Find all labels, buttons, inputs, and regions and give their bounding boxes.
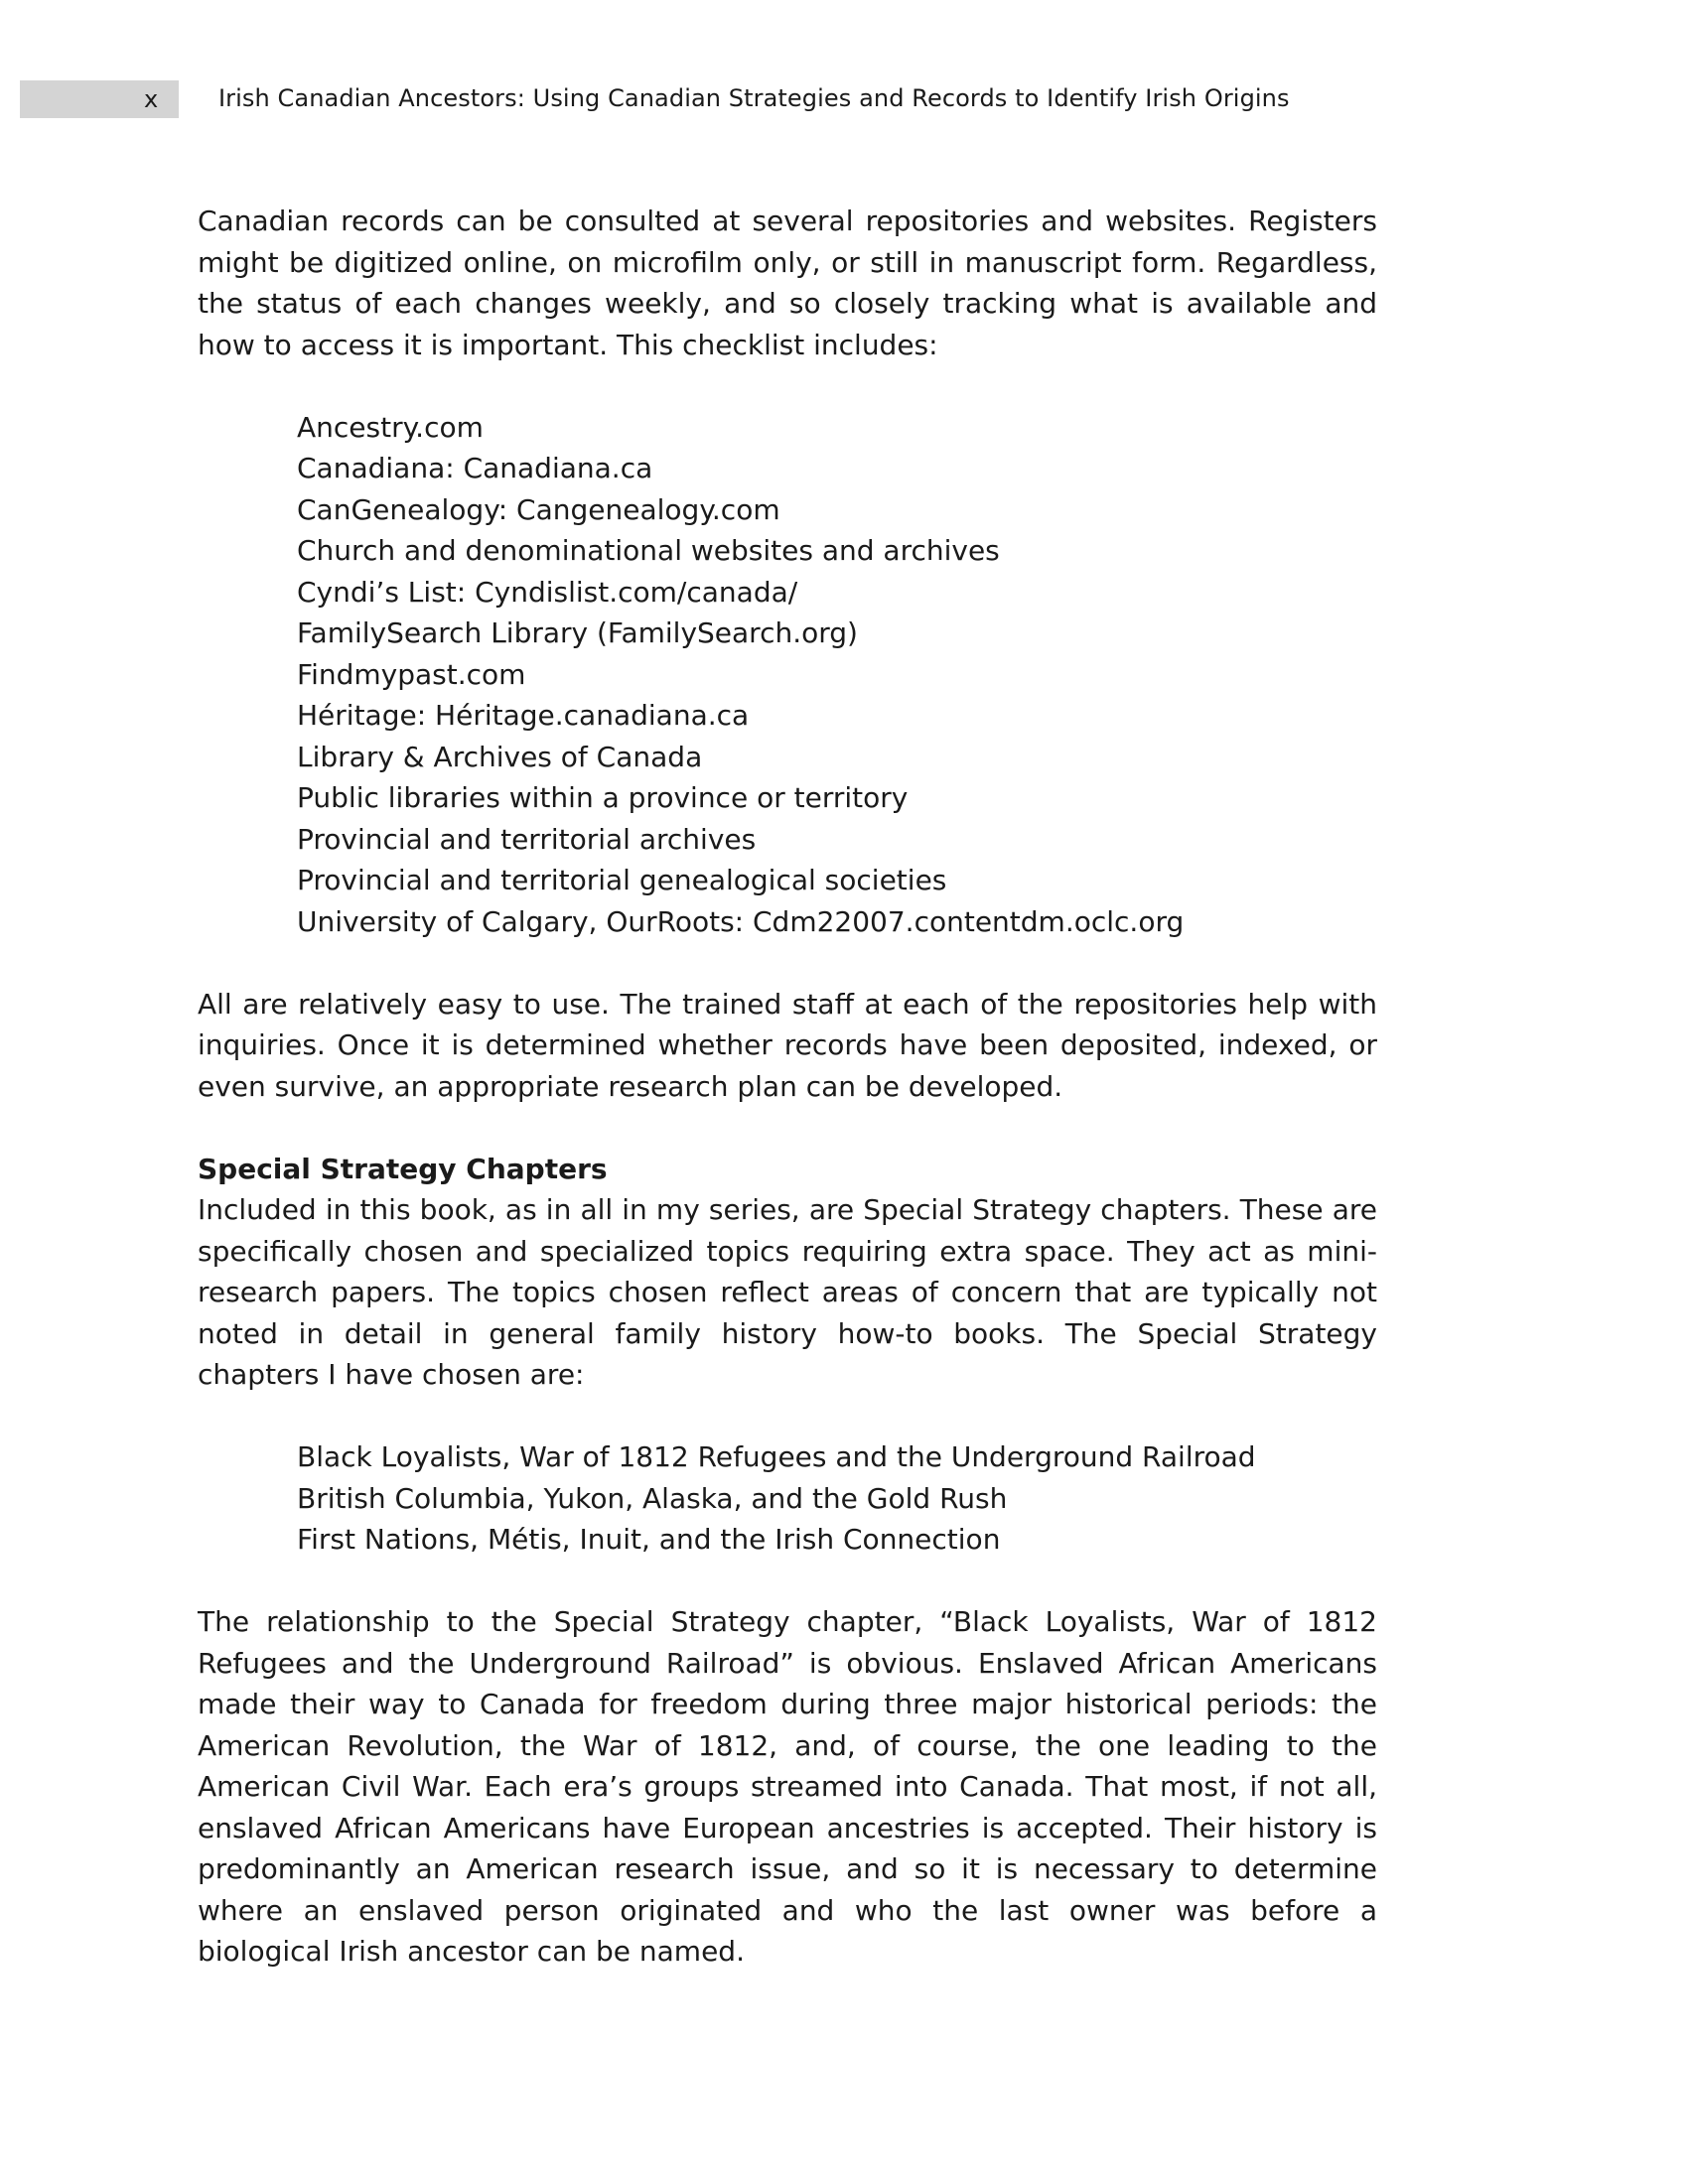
resource-item: CanGenealogy: Cangenealogy.com [297, 492, 780, 526]
chapter-item: Black Loyalists, War of 1812 Refugees and the Underground Railroad [297, 1440, 1256, 1473]
page-number: x [144, 85, 159, 113]
chapter-list [198, 1436, 1377, 1561]
chapter-item: First Nations, Métis, Inuit, and the Irish Connection [297, 1523, 1001, 1556]
resource-item: FamilySearch Library (FamilySearch.org) [297, 616, 858, 649]
spacer [198, 1107, 1377, 1149]
resource-checklist [198, 407, 1377, 943]
resource-item: Library & Archives of Canada [297, 740, 703, 773]
resource-item: Findmypast.com [297, 657, 526, 691]
page-header [0, 0, 1688, 139]
running-title: Irish Canadian Ancestors: Using Canadian Strategies and Records to Identify Irish Origins [218, 84, 1290, 112]
resource-item: Public libraries within a province or territory [297, 781, 909, 814]
section-paragraph: Included in this book, as in all in my series, are Special Strategy chapters. These are specifically chosen and specialized topics requiring extra space. They act as mini-research papers. The topics chosen reflect areas of concern that are typically not noted in detail in general family history how-to books. The Special Strategy chapters I have chosen are: [198, 1193, 1377, 1391]
resource-item: Ancestry.com [297, 410, 484, 444]
resource-item: Cyndi’s List: Cyndislist.com/canada/ [297, 575, 798, 609]
spacer [198, 1396, 1377, 1437]
resource-item: University of Calgary, OurRoots: Cdm22007.contentdm.oclc.org [297, 904, 1185, 938]
section-heading: Special Strategy Chapters [198, 1152, 608, 1185]
resource-item: Canadiana: Canadiana.ca [297, 452, 653, 484]
closing-paragraph: The relationship to the Special Strategy chapter, “Black Loyalists, War of 1812 Refugees and the Underground Railroad” is obvious. Enslaved African Americans made their way to Canada for freedom during three major historical periods: the American Revolution, the War of 1812, and, of course, the one leading to the American Civil War. Each era’s groups streamed into Canada. That most, if not all, enslaved African Americans have European ancestries is accepted. Their history is predominantly an American research issue, and so it is necessary to determine where an enslaved person originated and who the last owner was before a biological Irish ancestor can be named. [198, 1605, 1377, 1968]
resource-item: Provincial and territorial archives [297, 822, 757, 856]
resource-item: Héritage: Héritage.canadiana.ca [297, 699, 750, 732]
chapter-item: British Columbia, Yukon, Alaska, and the Gold Rush [297, 1481, 1008, 1515]
spacer [198, 365, 1377, 407]
resource-item: Provincial and territorial genealogical societies [297, 864, 947, 896]
spacer [198, 1561, 1377, 1602]
intro-paragraph: Canadian records can be consulted at several repositories and websites. Registers might be digitized online, on microfilm only, or still in manuscript form. Regardless, the status of each changes weekly, and so closely tracking what is available and how to access it is important. This checklist includes: [198, 205, 1377, 361]
resource-item: Church and denominational websites and archives [297, 534, 1000, 567]
page-body [198, 201, 1377, 1973]
spacer [198, 942, 1377, 984]
followup-paragraph: All are relatively easy to use. The trained staff at each of the repositories help with inquiries. Once it is determined whether records have been deposited, indexed, or even survive, an appropriate research plan can be developed. [198, 987, 1377, 1103]
